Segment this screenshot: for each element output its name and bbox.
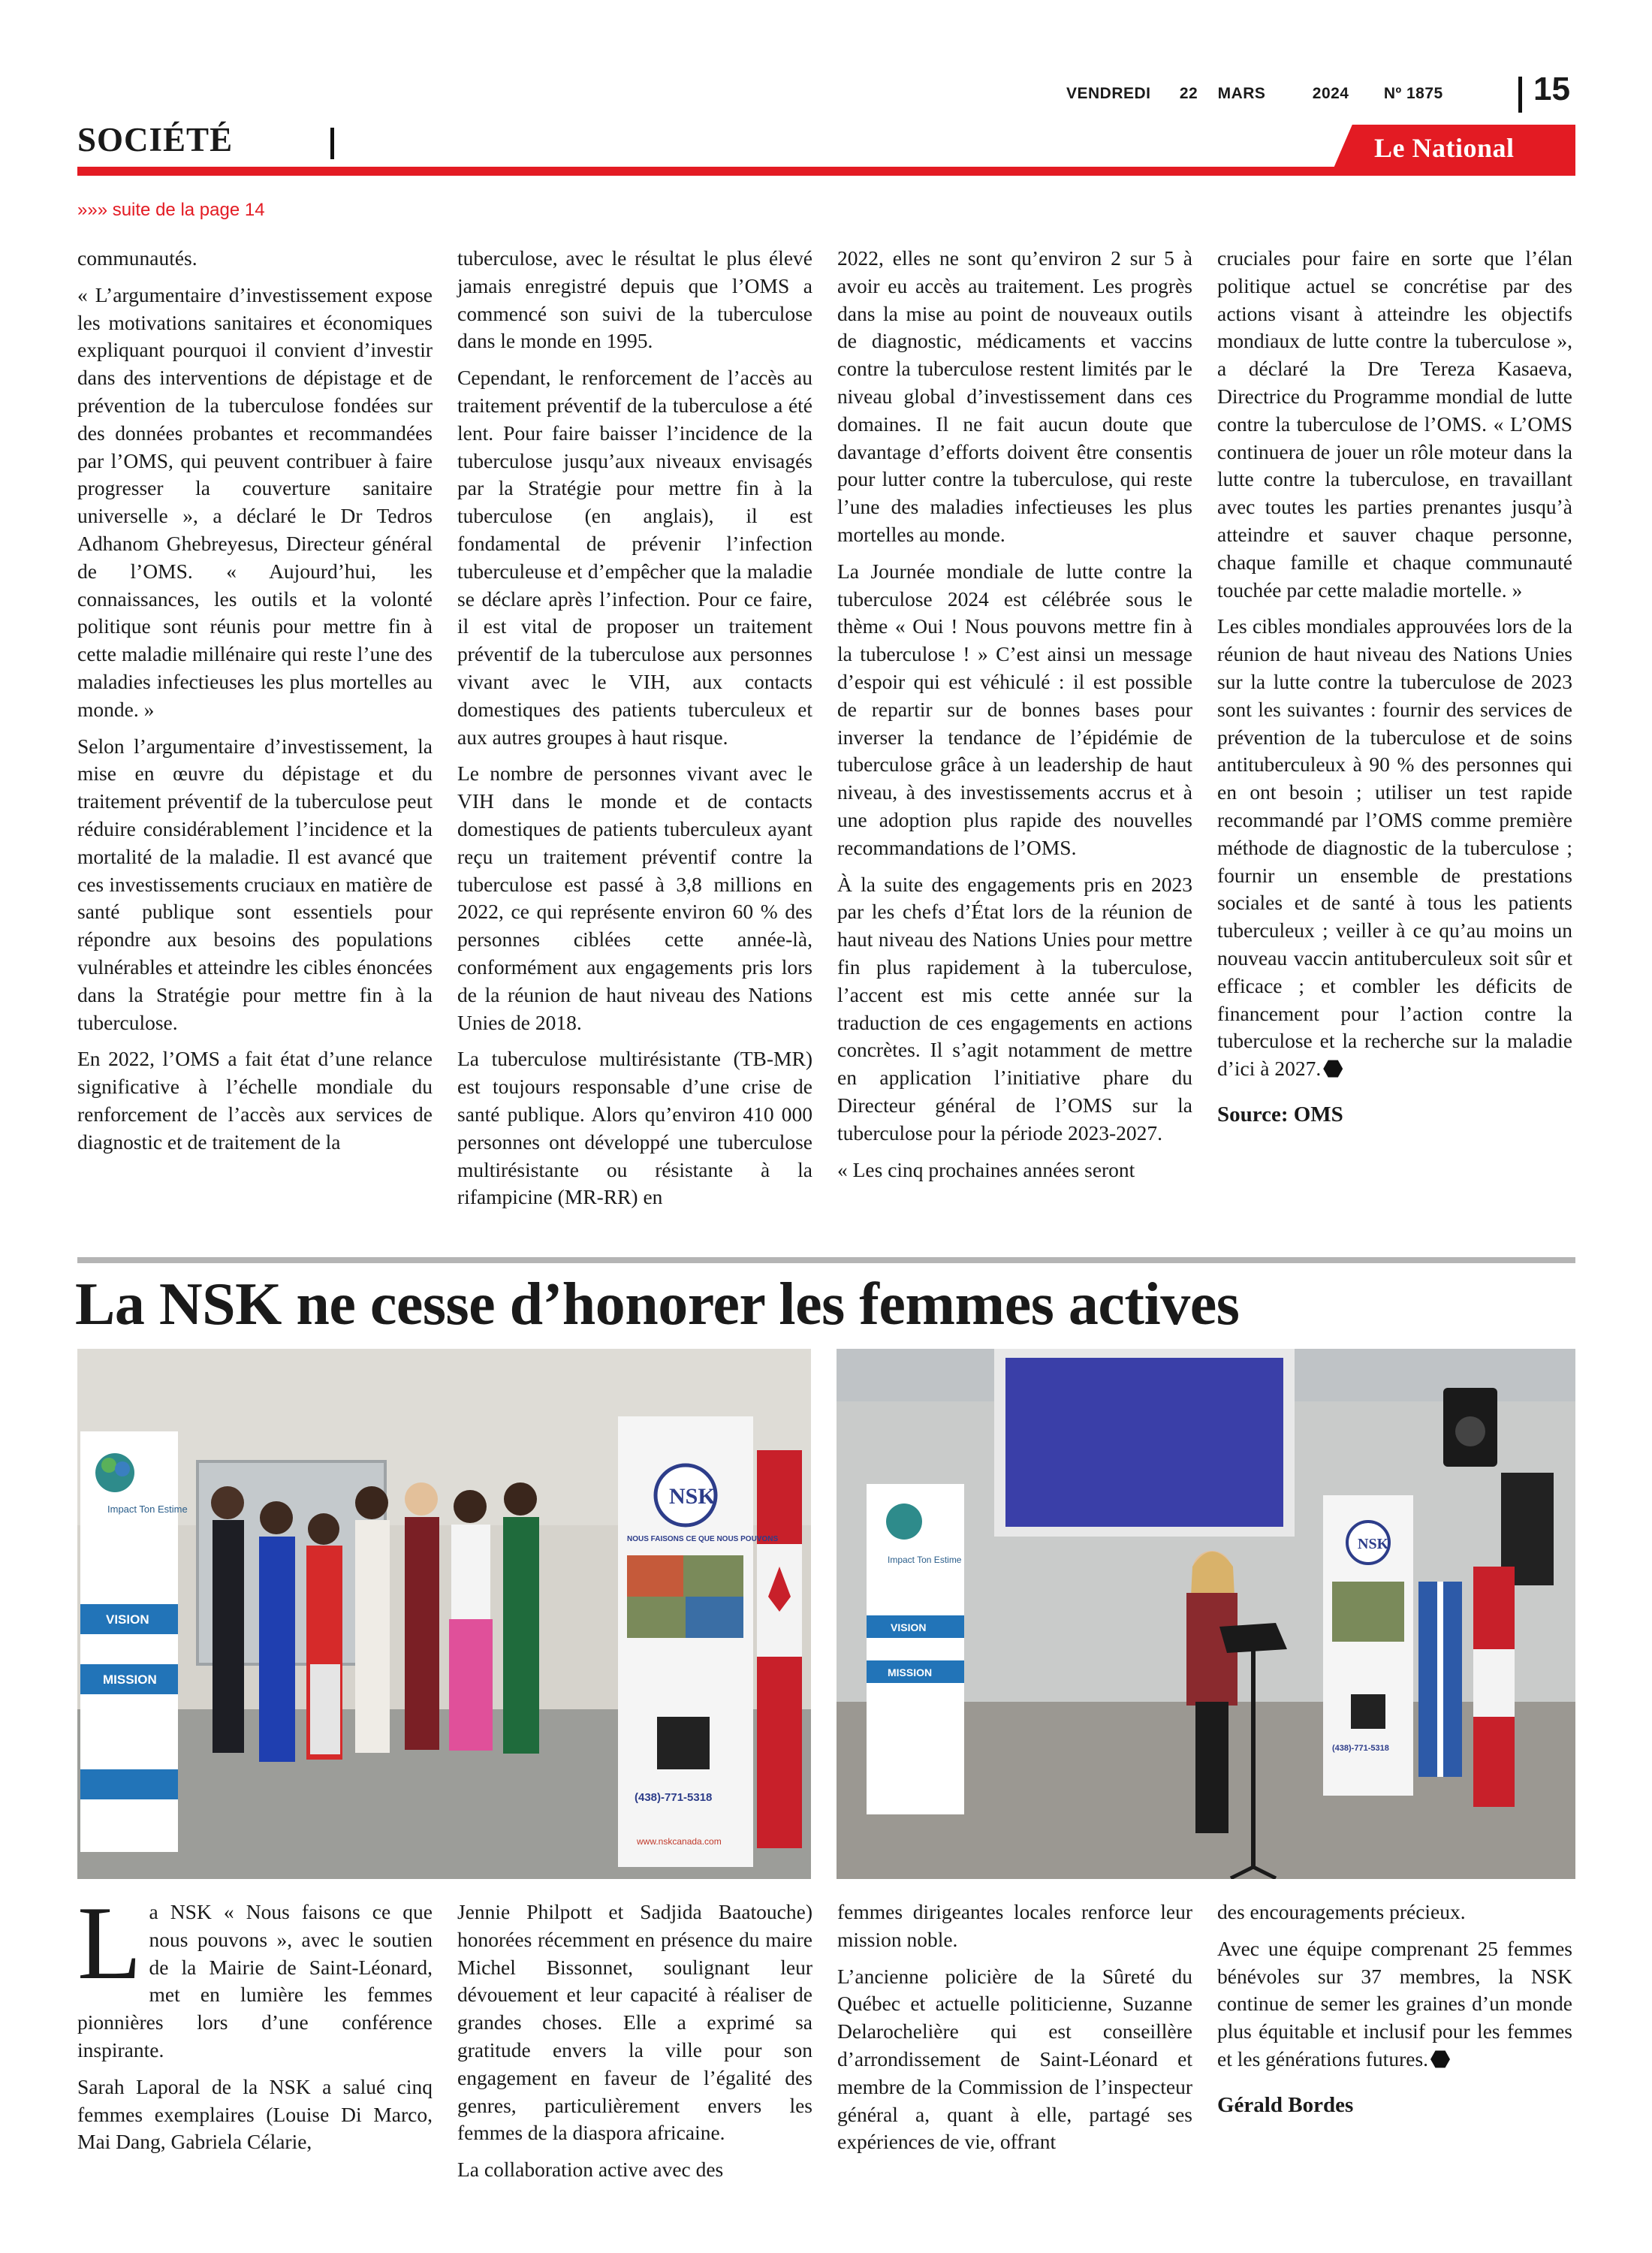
month: MARS xyxy=(1217,85,1266,102)
date-line xyxy=(1066,85,1467,103)
article1-column-2 xyxy=(457,245,812,1220)
date-number: 22 xyxy=(1179,85,1198,102)
day: VENDREDI xyxy=(1066,85,1151,102)
byline: Gérald Bordes xyxy=(1217,2092,1354,2117)
article-divider xyxy=(77,1257,1575,1263)
paragraph: Selon l’argumentaire d’investissement, la mise en œuvre du dépistage et du traitement préventif de la tuberculose peut réduire considérablement l’incidence et la mortalité de la maladie. Il est avancé que ces investissements cruciaux en matière de santé publique sont essentiels pour répondre aux besoins des populations vulnérables et atteindre les cibles énoncées dans la Stratégie pour mettre fin à la tuberculose. xyxy=(77,734,433,1034)
paragraph-text: Les cibles mondiales approuvées lors de la réunion de haut niveau des Nations Unies sur la lutte contre la tuberculose de 2023 sont les suivantes : fournir des services de prévention de la tuberculose et de soins antituberculeux à 90 % des personnes qui en ont besoin ; utiliser un test rapide recommandé par l’OMS comme première méthode de diagnostic de la tuberculose ; fournir un ensemble de prestations sociales et de santé à tous les patients tuberculeux ; veiller à ce qu’au moins un nouveau vaccin antituberculeux soit sûr et efficace ; et combler les déficits de financement pour l’action contre la tuberculose et la recherche sur la maladie d’ici à 2027. xyxy=(1217,614,1572,1081)
paragraph: Sarah Laporal de la NSK a salué cinq femmes exemplaires (Louise Di Marco, Mai Dang, Gabriela Célarie, xyxy=(77,2074,433,2154)
paragraph: femmes dirigeantes locales renforce leur mission noble. xyxy=(837,1900,1192,1951)
paragraph: À la suite des engagements pris en 2023 par les chefs d’État lors de la réunion de haut niveau des Nations Unies pour mettre fin plus rapidement à la tuberculose, l’accent est mis cette année sur la traduction de ces engagements en actions concrètes. Il s’agit notamment de mettre en application l’initiative phare du Directeur général de l’OMS sur la tuberculose pour la période 2023-2027. xyxy=(837,872,1192,1145)
article-source: Source: OMS xyxy=(1217,1102,1343,1126)
paragraph: L’ancienne policière de la Sûreté du Québec et actuelle politicienne, Suzanne Delarochelière qui est conseillère d’arrondissement de Saint-Léonard et membre de la Commission de l’inspecteur général a, quant à elle, partagé ses expériences de vie, offrant xyxy=(837,1964,1192,2154)
article2-column-1 xyxy=(77,1885,433,2165)
banner-web: www.nskcanada.com xyxy=(637,1836,722,1847)
lead-paragraph xyxy=(77,1885,433,2064)
end-mark-icon xyxy=(1430,2049,1450,2069)
paragraph-text: a NSK « Nous faisons ce que nous pouvons », avec le soutien de la Mairie de Saint-Léonard, met en lumière les femmes pionnières lors d’une conférence inspirante. xyxy=(77,1900,433,2061)
article1-column-1 xyxy=(77,245,433,1166)
paragraph: Cependant, le renforcement de l’accès au traitement préventif de la tuberculose a été lent. Pour faire baisser l’incidence de la tuberculose jusqu’aux niveaux envisagés par la Stratégie pour mettre fin à la tuberculose (en anglais), il est fondamental de prévenir l’infection tuberculeuse et d’empêcher que la maladie se déclare après l’infection. Pour ce faire, il est vital de proposer un traitement préventif de la tuberculose aux personnes vivant avec le VIH, aux contacts domestiques des patients tuberculeux et aux autres groupes à haut risque. xyxy=(457,366,812,749)
banner-slogan: NOUS FAISONS CE QUE NOUS POUVONS xyxy=(627,1535,779,1543)
article2-column-3 xyxy=(837,1899,1192,2165)
nsk-logo: NSK xyxy=(669,1484,716,1509)
banner-mission: MISSION xyxy=(888,1666,933,1678)
article2-column-4 xyxy=(1217,1899,1572,2128)
section-divider xyxy=(330,128,334,159)
paragraph: Jennie Philpott et Sadjida Baatouche) honorées récemment en présence du maire Michel Bissonnet, soulignant leur dévouement et leur capacité à réaliser de grandes choses. Elle a exprimé sa gratitude envers la ville pour son engagement en faveur de l’égalité des genres, particulièrement envers les femmes de la diaspora africaine. xyxy=(457,1900,812,2145)
banner-vision: VISION xyxy=(891,1621,927,1633)
paragraph: Le nombre de personnes vivant avec le VIH dans le monde et de contacts domestiques de patients tuberculeux ayant reçu un traitement préventif contre la tuberculose est passé à 3,8 millions en 2022, ce qui représente environ 60 % des personnes ciblées cette année-là, conformément aux engagements pris lors de la réunion de haut niveau des Nations Unies de 2018. xyxy=(457,762,812,1034)
speaker-photo xyxy=(837,1349,1575,1879)
paragraph: tuberculose, avec le résultat le plus élevé jamais enregistré depuis que l’OMS a commencé son suivi de la tuberculose dans le monde en 1995. xyxy=(457,246,812,353)
banner-title: Impact Ton Estime xyxy=(107,1504,188,1515)
article1-column-4 xyxy=(1217,245,1572,1138)
paragraph-text: Avec une équipe comprenant 25 femmes bénévoles sur 37 membres, la NSK continue de semer les graines d’un monde plus équitable et inclusif pour les femmes et les générations futures. xyxy=(1217,1936,1572,2071)
banner-phone: (438)-771-5318 xyxy=(1332,1744,1389,1753)
year: 2024 xyxy=(1312,85,1349,102)
page-number: 15 xyxy=(1533,71,1570,107)
paragraph: « Les cinq prochaines années seront xyxy=(837,1157,1135,1181)
header-rule xyxy=(77,167,1575,176)
continued-from: »»» suite de la page 14 xyxy=(77,200,265,220)
section-title: SOCIÉTÉ xyxy=(77,121,234,158)
article2-column-2 xyxy=(457,1899,812,2193)
paragraph: « L’argumentaire d’investissement expose les motivations sanitaires et économiques expliquant pourquoi il convient d’investir dans des interventions de dépistage et de prévention de la tuberculose fondées sur des données probantes et recommandées par l’OMS, qui peuvent contribuer à faire progresser la couverture sanitaire universelle », a déclaré le Dr Tedros Adhanom Ghebreyesus, Directeur général de l’OMS. « Aujourd’hui, les connaissances, les outils et la volonté politique sont réunis pour mettre fin à cette maladie millénaire qui reste l’une des maladies infectieuses les plus mortelles au monde. » xyxy=(77,282,433,721)
end-mark-icon xyxy=(1323,1059,1343,1078)
paragraph: La collaboration active avec des xyxy=(457,2158,724,2182)
nsk-logo: NSK xyxy=(1358,1536,1389,1552)
banner-phone: (438)-771-5318 xyxy=(635,1791,713,1804)
paragraph: des encouragements précieux. xyxy=(1217,1900,1466,1923)
banner-right xyxy=(1323,1495,1413,1796)
banner-mission: MISSION xyxy=(103,1672,157,1687)
paragraph: communautés. xyxy=(77,246,197,270)
group-photo-scene xyxy=(77,1349,811,1879)
paragraph-last xyxy=(1217,1935,1572,2074)
paragraph: 2022, elles ne sont qu’environ 2 sur 5 à avoir eu accès au traitement. Les progrès dans la mise au point de nouveaux outils de diagnostic, médicaments et vaccins contre la tuberculose restent limités par le niveau global d’investissement dans ces domaines. Il ne fait aucun doute que davantage d’efforts doivent être consentis pour lutter contre la tuberculose, qui reste l’une des maladies infectieuses les plus mortelles au monde. xyxy=(837,246,1192,546)
banner-left xyxy=(867,1484,964,1814)
projection-screen xyxy=(994,1349,1295,1537)
issue-number: Nº 1875 xyxy=(1383,85,1443,102)
paragraph: La tuberculose multirésistante (TB-MR) est toujours responsable d’une crise de santé publique. Alors qu’environ 410 000 personnes ont développé une tuberculose multirésistante ou résistante à la rifampicine (MR-RR) en xyxy=(457,1047,812,1209)
paragraph: cruciales pour faire en sorte que l’élan politique actuel se concrétise par des actions visant à atteindre les objectifs mondiaux de lutte contre la tuberculose », a déclaré la Dre Tereza Kasaeva, Directrice du Programme mondial de lutte contre la tuberculose de l’OMS. « L’OMS continuera de jouer un rôle moteur dans la lutte contre la tuberculose, en travaillant avec toutes les parties prenantes jusqu’à atteindre et sauver chaque personne, chaque famille et chaque communauté touchée par cette maladie mortelle. » xyxy=(1217,246,1572,602)
paragraph-last xyxy=(1217,613,1572,1083)
publication-name: Le National xyxy=(1374,133,1515,163)
banner-title: Impact Ton Estime xyxy=(888,1555,962,1565)
banner-left xyxy=(80,1431,188,1852)
group-photo xyxy=(77,1349,811,1879)
article1-column-3 xyxy=(837,245,1192,1193)
speaker-photo-scene xyxy=(837,1349,1575,1879)
paragraph: La Journée mondiale de lutte contre la tuberculose 2024 est célébrée sous le thème « Oui ! Nous pouvons mettre fin à la tuberculose ! » C’est ainsi un message d’espoir qui est véhiculé : il est possible de repartir sur de bonnes bases pour inverser la tendance de l’épidémie de tuberculose grâce à un leadership de haut niveau, à des investissements accrus et à une adoption plus rapide des nouvelles recommandations de l’OMS. xyxy=(837,559,1192,859)
headline: La NSK ne cesse d’honorer les femmes actives xyxy=(75,1271,1240,1338)
flag-icon xyxy=(757,1450,802,1848)
banner-vision: VISION xyxy=(106,1612,149,1627)
paragraph: En 2022, l’OMS a fait état d’une relance significative à l’échelle mondiale du renforcement de l’accès aux services de diagnostic et de traitement de la xyxy=(77,1047,433,1154)
drop-cap: L xyxy=(77,1885,142,2001)
page-number-divider xyxy=(1518,77,1522,113)
